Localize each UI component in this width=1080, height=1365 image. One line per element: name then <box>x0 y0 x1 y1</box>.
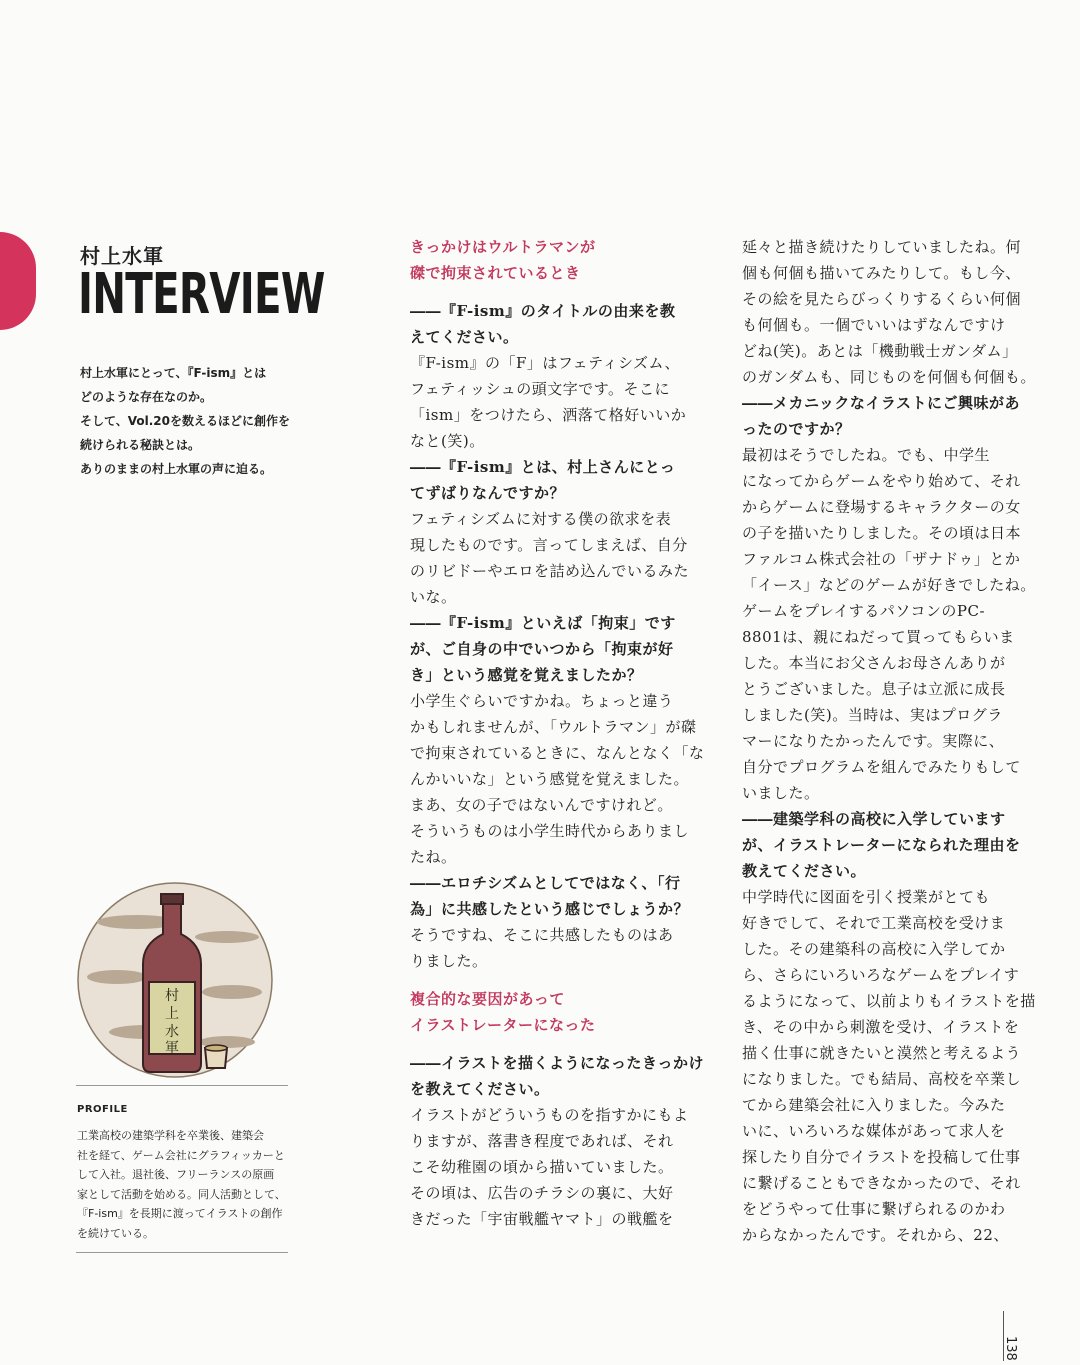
question-line: 為」に共感したという感じでしょうか？ <box>410 900 690 918</box>
answer-line: 8801は、親にねだって買ってもらいま <box>742 628 1015 646</box>
question-line: ――『F-ism』といえば「拘束」です <box>410 614 676 632</box>
section-heading-line: 複合的な要因があって <box>410 990 565 1008</box>
lead-text <box>80 361 380 481</box>
answer-line: で拘束されているときに、なんとなく「な <box>410 744 705 762</box>
answer-line: るようになって、以前よりもイラストを描 <box>742 992 1036 1010</box>
answer-line: りますが、落書き程度であれば、それ <box>410 1132 674 1150</box>
answer-line: ら、さらにいろいろなゲームをプレイす <box>742 966 1020 984</box>
answer-line: どね(笑)。あとは「機動戦士ガンダム」 <box>742 342 1018 360</box>
lead-line: そして、Vol.20を数えるほどに創作を <box>80 414 291 428</box>
answer-line: に繋げることもできなかったので、それ <box>742 1174 1021 1192</box>
question-line: ったのですか？ <box>742 420 851 438</box>
svg-text:水: 水 <box>165 1024 179 1040</box>
answer-line: 中学時代に図面を引く授業がとても <box>742 888 991 906</box>
svg-text:上: 上 <box>165 1006 179 1022</box>
profile-line: 工業高校の建築学科を卒業後、建築会 <box>77 1129 264 1142</box>
answer-line: たね。 <box>410 848 457 866</box>
answer-line: きだった「宇宙戦艦ヤマト」の戦艦を <box>410 1210 674 1228</box>
lead-line: ありのままの村上水軍の声に迫る。 <box>80 462 273 476</box>
answer-line: 描く仕事に就きたいと漠然と考えるよう <box>742 1044 1022 1062</box>
question-line: を教えてください。 <box>410 1080 550 1098</box>
question-line: 教えてください。 <box>742 862 867 880</box>
answer-line: の子を描いたりしました。その頃は日本 <box>742 524 1022 542</box>
section-heading-line: イラストレーターになった <box>410 1016 596 1034</box>
paragraph-gap <box>410 974 705 986</box>
lead-line: 続けられる秘訣とは。 <box>80 438 201 452</box>
answer-line: き、その中から刺激を受け、イラストを <box>742 1018 1020 1036</box>
page-title: INTERVIEW <box>78 262 325 327</box>
answer-line: んかいいな」という感覚を覚えました。 <box>410 770 690 788</box>
profile-line: を続けている。 <box>77 1226 154 1240</box>
answer-line: 「ism」をつけたら、洒落て格好いいか <box>410 406 687 424</box>
answer-line: かもしれませんが、「ウルトラマン」が磔 <box>410 718 697 736</box>
answer-line: 延々と描き続けたりしていましたね。何 <box>742 238 1022 256</box>
profile-text <box>77 1126 292 1243</box>
answer-line: ファルコム株式会社の「ザナドゥ」とか <box>742 550 1021 568</box>
question-line: が、イラストレーターになられた理由を <box>742 836 1021 854</box>
answer-line: のリビドーやエロを詰め込んでいるみた <box>410 562 690 580</box>
question-line: えてください。 <box>410 328 519 346</box>
question-line: ――エロチシズムとしてではなく、「行 <box>410 874 681 892</box>
answer-line: した。その建築科の高校に入学してか <box>742 940 1006 958</box>
answer-line: いました。 <box>742 784 820 802</box>
answer-line: てから建築会社に入りました。今みた <box>742 1096 1006 1114</box>
lead-line: 村上水軍にとって、『F-ism』とは <box>80 366 267 380</box>
question-line: ――『F-ism』のタイトルの由来を教 <box>410 302 676 320</box>
profile-divider-top <box>76 1085 288 1086</box>
lead-line: どのような存在なのか。 <box>80 390 213 404</box>
answer-line: フェティッシュの頭文字です。そこに <box>410 380 671 398</box>
answer-line: その絵を見たらびっくりするくらい何個 <box>742 290 1022 308</box>
answer-line: をどうやって仕事に繋げられるのかわ <box>742 1200 1006 1218</box>
answer-line: 最初はそうでしたね。でも、中学生 <box>742 446 991 464</box>
answer-line: した。本当にお父さんお母さんありが <box>742 654 1006 672</box>
answer-line: そうですね、そこに共感したものはあ <box>410 926 674 944</box>
profile-line: 社を経て、ゲーム会社にグラフィッカーと <box>77 1148 285 1162</box>
section-tab-marker <box>0 232 36 330</box>
answer-line: 現したものです。言ってしまえば、自分 <box>410 536 688 554</box>
paragraph-gap <box>410 1038 705 1050</box>
answer-line: とうございました。息子は立派に成長 <box>742 680 1006 698</box>
answer-line: になってからゲームをやり始めて、それ <box>742 472 1021 490</box>
answer-line: マーになりたかったんです。実際に、 <box>742 732 1005 750</box>
answer-line: しました(笑)。当時は、実はプログラ <box>742 706 1003 724</box>
answer-line: 自分でプログラムを組んでみたりもして <box>742 758 1021 776</box>
profile-label: PROFILE <box>77 1104 128 1115</box>
answer-line: 好きでして、それで工業高校を受けま <box>742 914 1006 932</box>
paragraph-gap <box>410 286 705 298</box>
answer-line: まあ、女の子ではないんですけれど。 <box>410 796 673 814</box>
sake-bottle-illustration <box>77 882 273 1078</box>
answer-line: のガンダムも、同じものを何個も何個も。 <box>742 368 1036 386</box>
section-heading-line: きっかけはウルトラマンが <box>410 238 596 256</box>
article-column-1 <box>410 234 705 1232</box>
answer-line: なと(笑)。 <box>410 432 485 450</box>
answer-line: ゲームをプレイするパソコンのPC- <box>742 602 986 620</box>
answer-line: いな。 <box>410 588 457 606</box>
question-line: が、ご自身の中でいつから「拘束が好 <box>410 640 674 658</box>
article-column-2 <box>742 234 1036 1248</box>
answer-line: 「イース」などのゲームが好きでしたね。 <box>742 576 1036 594</box>
answer-line: いに、いろいろな媒体があって求人を <box>742 1122 1006 1140</box>
svg-text:村: 村 <box>165 988 179 1004</box>
question-line: き」という感覚を覚えましたか？ <box>410 666 643 684</box>
profile-line: 『F-ism』を長期に渡ってイラストの創作 <box>77 1207 283 1220</box>
answer-line: からなかったんです。それから、22、 <box>742 1226 1009 1244</box>
question-line: てずばりなんですか？ <box>410 484 566 502</box>
answer-line: イラストがどういうものを指すかにもよ <box>410 1106 689 1124</box>
answer-line: 探したり自分でイラストを投稿して仕事 <box>742 1148 1021 1166</box>
answer-line: フェティシズムに対する僕の欲求を表 <box>410 510 672 528</box>
answer-line: その頃は、広告のチラシの裏に、大好 <box>410 1184 674 1202</box>
section-heading-line: 磔で拘束されているとき <box>410 264 581 282</box>
answer-line: も何個も。一個でいいはずなんですけ <box>742 316 1006 334</box>
question-line: ――『F-ism』とは、村上さんにとっ <box>410 458 676 476</box>
svg-text:軍: 軍 <box>165 1040 179 1056</box>
question-line: ――イラストを描くようになったきっかけ <box>410 1054 705 1072</box>
answer-line: 小学生ぐらいですかね。ちょっと違う <box>410 692 674 710</box>
answer-line: こそ幼稚園の頃から描いていました。 <box>410 1158 674 1176</box>
answer-line: りました。 <box>410 952 488 970</box>
answer-line: そういうものは小学生時代からありまし <box>410 822 690 840</box>
question-line: ――メカニックなイラストにご興味があ <box>742 394 1020 412</box>
answer-line: になりました。でも結局、高校を卒業し <box>742 1070 1022 1088</box>
answer-line: からゲームに登場するキャラクターの女 <box>742 498 1021 516</box>
answer-line: 『F-ism』の「F」はフェティシズム、 <box>410 354 680 372</box>
page-number: 138 <box>1003 1336 1018 1361</box>
answer-line: 個も何個も描いてみたりして。もし今、 <box>742 264 1021 282</box>
profile-divider-bottom <box>76 1252 288 1253</box>
profile-line: 家として活動を始める。同人活動として、 <box>77 1187 286 1201</box>
question-line: ――建築学科の高校に入学しています <box>742 810 1006 828</box>
author-name: 村上水軍 <box>80 244 164 268</box>
profile-line: して入社。退社後、フリーランスの原画 <box>77 1168 275 1181</box>
